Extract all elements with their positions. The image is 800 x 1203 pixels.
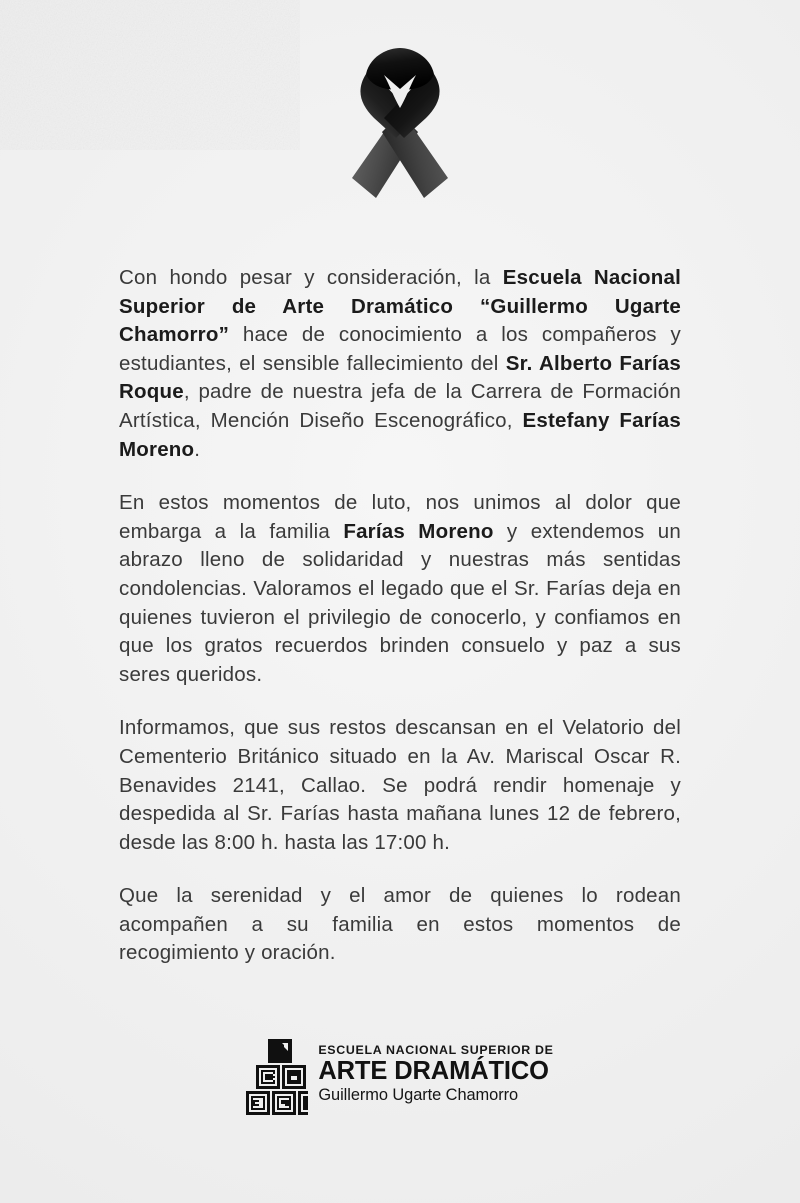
notice-body <box>119 264 681 968</box>
emphasis-text: Estefany Farías Moreno <box>119 408 682 461</box>
mourning-ribbon-container <box>0 46 800 206</box>
logo-line-guillermo-ugarte-chamorro: Guillermo Ugarte Chamorro <box>318 1085 519 1104</box>
paragraph-2: En estos momentos de luto, nos unimos al dolor que embarga a la familia Farías Moreno y extendemos un abrazo lleno de solidaridad y nuestras más sentidas condolencias. Valoramos el legado que el Sr. Farías deja en quienes tuvieron el privilegio de conocerlo, y confiamos en que los gratos recuerdos brinden consuelo y paz a sus seres queridos. <box>119 491 681 686</box>
emphasis-text: Escuela Nacional Superior de Arte Dramático “Guillermo Ugarte Chamorro” <box>119 266 681 347</box>
logo-line-escuela: ESCUELA NACIONAL SUPERIOR DE <box>318 1043 554 1057</box>
paragraph-1: Con hondo pesar y consideración, la Escuela Nacional Superior de Arte Dramático “Guillermo Ugarte Chamorro” hace de conocimiento a los compañeros y estudiantes, el sensible fallecimiento del Sr. Alberto Farías Roque, padre de nuestra jefa de la Carrera de Formación Artística, Mención Diseño Escenográfico, Estefany Farías Moreno. <box>119 266 682 461</box>
ensad-greca-mark-icon <box>246 1039 308 1115</box>
ensad-logo <box>0 1039 800 1115</box>
paragraph-3: Informamos, que sus restos descansan en el Velatorio del Cementerio Británico situado en la Av. Mariscal Oscar R. Benavides 2141, Callao. Se podrá rendir homenaje y despedida al Sr. Farías hasta mañana lunes 12 de febrero, desde las 8:00 h. hasta las 17:00 h. <box>119 716 681 854</box>
emphasis-text: Farías Moreno <box>343 519 494 543</box>
black-mourning-ribbon-icon <box>340 46 460 206</box>
emphasis-text: Sr. Alberto Farías Roque <box>119 351 682 404</box>
paragraph-4: Que la serenidad y el amor de quienes lo rodean acompañen a su familia en estos momentos de recogimiento y oración. <box>119 884 681 965</box>
logo-line-arte-dramatico: ARTE DRAMÁTICO <box>318 1057 549 1086</box>
